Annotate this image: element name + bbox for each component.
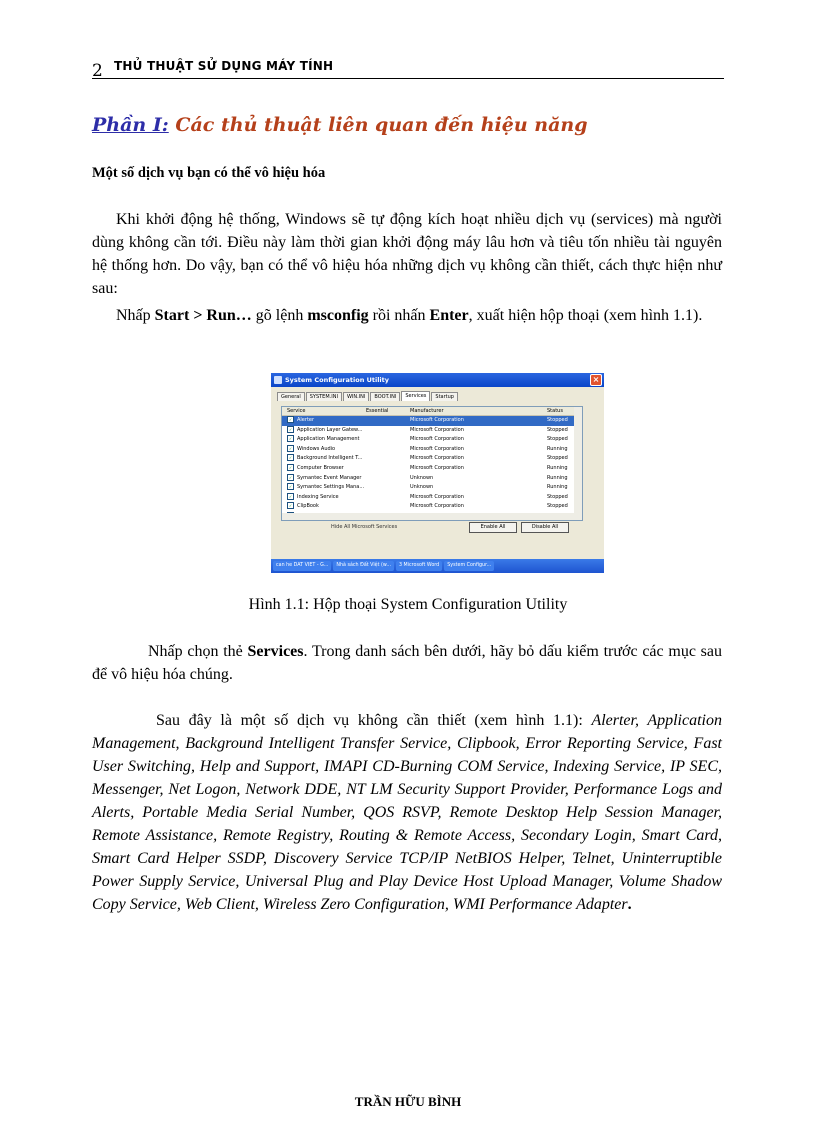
checkbox-icon: ✓ bbox=[288, 417, 293, 422]
cell-manufacturer: Microsoft Corporation bbox=[410, 436, 464, 443]
table-row bbox=[282, 445, 582, 455]
page-number: 2 bbox=[92, 61, 103, 81]
table-row bbox=[282, 435, 582, 445]
cell-essential bbox=[366, 502, 410, 512]
table-row bbox=[282, 426, 582, 436]
cell-essential bbox=[366, 416, 410, 426]
horizontal-scrollbar bbox=[281, 513, 583, 521]
text-run: gõ lệnh bbox=[251, 307, 308, 324]
cell-status: Stopped bbox=[547, 455, 568, 462]
close-icon: × bbox=[590, 374, 602, 386]
checkbox-icon: ✓ bbox=[288, 426, 293, 432]
section-heading: Một số dịch vụ bạn có thể vô hiệu hóa bbox=[92, 165, 326, 181]
cell-essential bbox=[366, 493, 410, 503]
checkbox-icon: ✓ bbox=[288, 474, 293, 480]
running-title: THỦ THUẬT SỬ DỤNG MÁY TÍNH bbox=[114, 59, 334, 73]
table-row bbox=[282, 464, 582, 474]
text-run: Nhấp bbox=[116, 307, 155, 324]
cell-essential bbox=[366, 454, 410, 464]
col-service: Service bbox=[287, 408, 306, 414]
taskbar-item: can he DAT VIET - G... bbox=[273, 561, 331, 571]
cell-service: ✓ Windows Audio bbox=[288, 445, 336, 452]
cell-manufacturer: Unknown bbox=[410, 474, 434, 481]
tab-5: Startup bbox=[431, 392, 458, 401]
checkbox-icon: ✓ bbox=[288, 455, 293, 461]
tab-3: BOOT.INI bbox=[370, 392, 400, 401]
bold-start-run: Start > Run… bbox=[154, 307, 252, 324]
taskbar-item: System Configur... bbox=[444, 561, 494, 571]
text-run: Nhấp chọn thẻ bbox=[148, 643, 248, 660]
checkbox-icon: ✓ bbox=[288, 464, 293, 470]
paragraph-instruction bbox=[92, 304, 722, 327]
checkbox-icon: ✓ bbox=[288, 503, 293, 509]
cell-service: ✓ Alerter bbox=[288, 417, 315, 423]
part-title: Các thủ thuật liên quan đến hiệu năng bbox=[168, 114, 588, 136]
page-footer-author: TRẦN HỮU BÌNH bbox=[354, 1094, 462, 1109]
cell-essential bbox=[366, 474, 410, 484]
vertical-scrollbar bbox=[574, 407, 582, 514]
cell-manufacturer: Microsoft Corporation bbox=[410, 445, 464, 452]
col-manufacturer: Manufacturer bbox=[410, 408, 444, 414]
cell-essential bbox=[366, 445, 410, 455]
checkbox-icon: ✓ bbox=[288, 436, 293, 442]
cell-status: Stopped bbox=[547, 436, 568, 443]
page-header bbox=[92, 56, 724, 79]
cell-service: ✓ Application Layer Gatew... bbox=[288, 426, 363, 433]
cell-status: Stopped bbox=[547, 426, 568, 433]
cell-manufacturer: Microsoft Corporation bbox=[410, 493, 464, 500]
cell-manufacturer: Microsoft Corporation bbox=[410, 503, 464, 510]
cell-status: Running bbox=[547, 464, 568, 471]
table-row bbox=[282, 474, 582, 484]
cell-manufacturer: Microsoft Corporation bbox=[410, 426, 464, 433]
cell-manufacturer: Microsoft Corporation bbox=[410, 464, 464, 471]
bold-msconfig: msconfig bbox=[307, 307, 369, 324]
tab-1: SYSTEM.INI bbox=[306, 392, 342, 401]
checkbox-icon: ✓ bbox=[288, 484, 293, 490]
list-header bbox=[282, 407, 582, 416]
cell-service: ✓ Indexing Service bbox=[288, 493, 339, 500]
paragraph-service-list bbox=[92, 709, 722, 916]
col-essential: Essential bbox=[366, 408, 389, 414]
part-number: Phần I: bbox=[92, 114, 169, 136]
list-rows bbox=[282, 416, 582, 515]
cell-status: Stopped bbox=[547, 417, 568, 423]
part-heading bbox=[92, 114, 587, 136]
cell-essential bbox=[366, 483, 410, 493]
checkbox-icon: ✓ bbox=[288, 445, 293, 451]
dialog-titlebar bbox=[271, 373, 604, 387]
table-row bbox=[282, 416, 582, 426]
disable-all-button: Disable All bbox=[521, 522, 569, 533]
cell-status: Running bbox=[547, 474, 568, 481]
cell-service: ✓ Symantec Event Manager bbox=[288, 474, 362, 481]
cell-status: Stopped bbox=[547, 493, 568, 500]
taskbar bbox=[271, 559, 604, 573]
text-run: , xuất hiện hộp thoại (xem hình 1.1). bbox=[468, 307, 703, 324]
cell-essential bbox=[366, 435, 410, 445]
text-run: . bbox=[627, 896, 632, 913]
bold-services: Services bbox=[247, 643, 304, 660]
col-status: Status bbox=[547, 408, 563, 414]
cell-service: ✓ ClipBook bbox=[288, 503, 319, 510]
cell-service: ✓ Computer Browser bbox=[288, 464, 344, 471]
paragraph-services-tab bbox=[92, 640, 722, 686]
cell-manufacturer: Microsoft Corporation bbox=[410, 417, 464, 423]
tab-0: General bbox=[277, 392, 305, 401]
figure-system-configuration-dialog bbox=[271, 373, 604, 573]
checkbox-icon: ✓ bbox=[288, 493, 293, 499]
services-list bbox=[281, 406, 583, 515]
table-row bbox=[282, 502, 582, 512]
taskbar-item: Nhà sách Đất Việt (w... bbox=[333, 561, 394, 571]
bold-enter: Enter bbox=[429, 307, 469, 324]
tab-4: Services bbox=[401, 391, 430, 401]
paragraph-intro: Khi khởi động hệ thống, Windows sẽ tự động kích hoạt nhiều dịch vụ (services) mà người dùng không cần tới. Điều này làm thời gian khởi động máy lâu hơn và tiêu tốn nhiều tài nguyên hệ thống hơn. Do vậy, bạn có thể vô hiệu hóa những dịch vụ không cần thiết, cách thực hiện như sau: bbox=[92, 211, 722, 297]
text-run: rồi nhấn bbox=[368, 307, 430, 324]
text-run: Sau đây là một số dịch vụ không cần thiết (xem hình 1.1): bbox=[156, 712, 592, 729]
table-row bbox=[282, 454, 582, 464]
figure-caption: Hình 1.1: Hộp thoại System Configuration Utility bbox=[248, 596, 568, 613]
tab-2: WIN.INI bbox=[343, 392, 369, 401]
cell-essential bbox=[366, 426, 410, 436]
table-row bbox=[282, 493, 582, 503]
dialog-tabs bbox=[277, 392, 459, 401]
dialog-title: System Configuration Utility bbox=[285, 376, 389, 384]
cell-service: ✓ Symantec Settings Mana... bbox=[288, 484, 365, 491]
cell-status: Stopped bbox=[547, 503, 568, 510]
cell-status: Running bbox=[547, 484, 568, 491]
cell-manufacturer: Unknown bbox=[410, 484, 434, 491]
enable-all-button: Enable All bbox=[469, 522, 517, 533]
taskbar-item: 3 Microsoft Word bbox=[396, 561, 442, 571]
table-row bbox=[282, 483, 582, 493]
cell-status: Running bbox=[547, 445, 568, 452]
app-icon bbox=[274, 376, 282, 384]
cell-essential bbox=[366, 464, 410, 474]
hide-ms-services-checkbox: Hide All Microsoft Services bbox=[331, 524, 398, 530]
cell-manufacturer: Microsoft Corporation bbox=[410, 455, 464, 462]
services-italic-list: Alerter, Application Management, Background Intelligent Transfer Service, Clipbook, Error Reporting Service, Fast User Switching, Help and Support, IMAPI CD-Burning COM Service, Indexing Service, IP SEC, Messenger, Net Logon, Network DDE, NT LM Security Support Provider, Performance Logs and Alerts, Portable Media Serial Number, QOS RSVP, Remote Desktop Help Session Manager, Remote Assistance, Remote Registry, Routing & Remote Access, Secondary Login, Smart Card, Smart Card Helper SSDP, Discovery Service TCP/IP NetBIOS Helper, Telnet, Uninterruptible Power Supply Service, Universal Plug and Play Device Host Upload Manager, Volume Shadow Copy Service, Web Client, Wireless Zero Configuration, WMI Performance Adapter bbox=[92, 712, 722, 913]
cell-service: ✓ Application Management bbox=[288, 436, 360, 443]
cell-service: ✓ Background Intelligent T... bbox=[288, 455, 363, 462]
text-run: . Trong danh sách bên dưới, hãy bỏ dấu kiểm trước các mục sau để vô hiệu hóa chúng. bbox=[92, 643, 722, 683]
